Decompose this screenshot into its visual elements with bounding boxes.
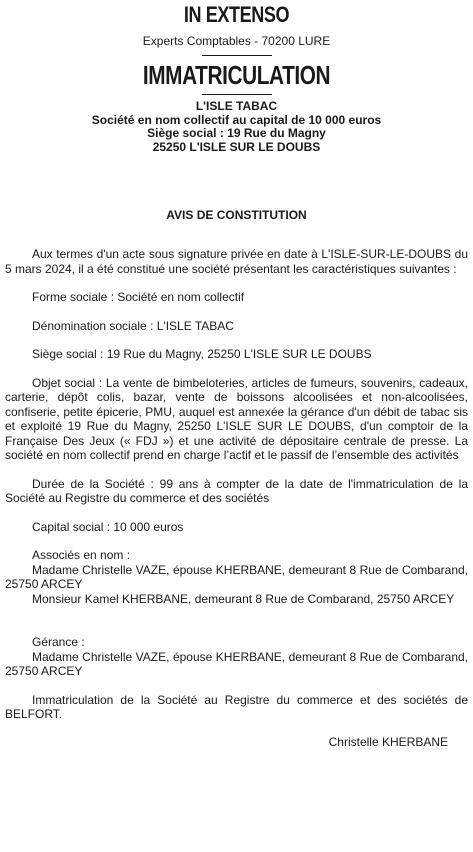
siege-social: Siège social : 19 Rue du Magny, 25250 L'ISLE SUR LE DOUBS (32, 347, 372, 361)
immatriculation-paragraph: Immatriculation de la Société au Registre du commerce et des sociétés de BELFORT. (5, 692, 468, 721)
company-name: L'ISLE TABAC (195, 99, 278, 113)
capital-social: Capital social : 10 000 euros (32, 519, 184, 534)
associes-label: Associés en nom : (32, 548, 131, 562)
denomination-sociale: Dénomination sociale : L'ISLE TABAC (32, 318, 234, 333)
page-title: IMMATRICULATION (142, 60, 331, 90)
header (0, 2, 473, 154)
header-divider-top (202, 55, 272, 56)
firm-subtitle: Experts Comptables - 70200 LURE (142, 34, 331, 48)
associe-1: Madame Christelle VAZE, épouse KHERBANE, demeurant 8 Rue de Combarand, 25750 ARCEY (5, 562, 468, 591)
forme-sociale: Forme sociale : Société en nom collectif (32, 290, 245, 304)
header-divider-bottom (202, 94, 272, 95)
company-address-city: 25250 L'ISLE SUR LE DOUBS (152, 139, 321, 154)
company-address-street: Siège social : 19 Rue du Magny (147, 126, 326, 140)
notice-heading: AVIS DE CONSTITUTION (166, 208, 307, 222)
duree-societe: Durée de la Société : 99 ans à compter de la date de l'immatriculation de la Société au Registre du commerce et des sociétés (5, 476, 468, 505)
objet-social: Objet social : La vente de bimbeloteries, articles de fumeurs, souvenirs, cadeaux, carterie, dépôt colis, bazar, vente de boissons alcoolisées et non-alcoolisées, confiserie, petite épicerie, PMU, auquel est annexée la gérance d'un débit de tabac sis et exploité 19 Rue du Magny, 25250 L'ISLE SUR LE DOUBS, d'un comptoir de la Française Des Jeux (« FDJ ») et une activité de dépositaire centrale de presse. La société en nom collectif prend en charge l’actif et le passif de l’ensemble des activités (5, 375, 468, 462)
firm-name: IN EXTENSO (183, 2, 290, 27)
company-info (0, 100, 473, 154)
company-form: Société en nom collectif au capital de 10 000 euros (91, 112, 382, 127)
gerant-1: Madame Christelle VAZE, épouse KHERBANE, demeurant 8 Rue de Combarand, 25750 ARCEY (5, 649, 468, 678)
associe-2: Monsieur Kamel KHERBANE, demeurant 8 Rue de Combarand, 25750 ARCEY (32, 591, 455, 606)
intro-paragraph: Aux termes d'un acte sous signature privée en date à L'ISLE-SUR-LE-DOUBS du 5 mars 2024, il a été constitué une société présentant les caractéristiques suivantes : (5, 247, 468, 276)
gerance-label: Gérance : (32, 635, 85, 649)
signature: Christelle KHERBANE (328, 735, 448, 749)
notice-body (5, 247, 468, 722)
